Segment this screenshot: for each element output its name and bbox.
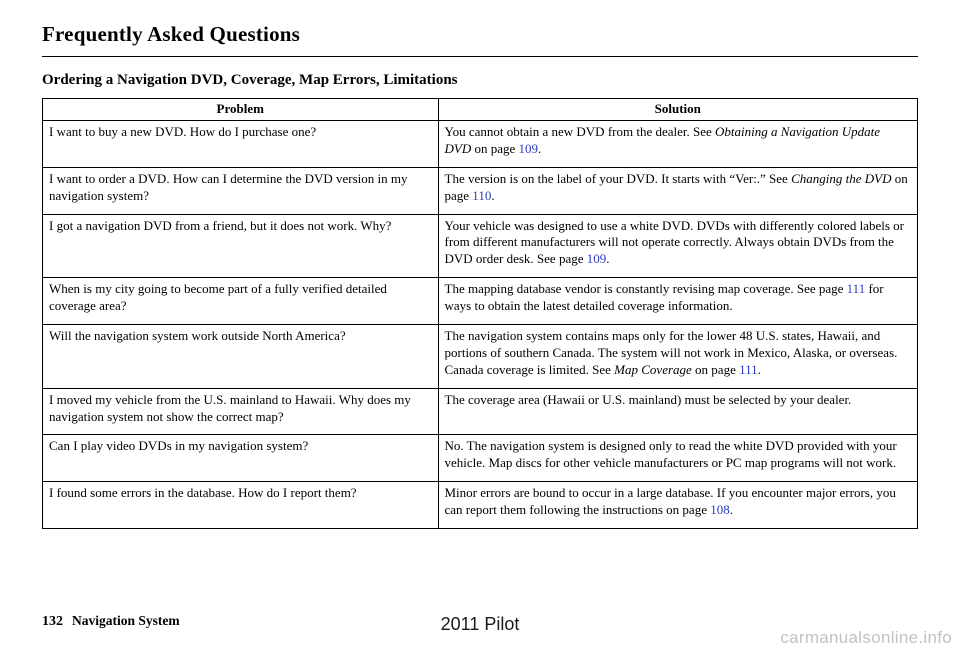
solution-text: on page: [471, 140, 519, 156]
problem-cell: I want to buy a new DVD. How do I purchase one?: [43, 121, 439, 168]
page-number: 132: [42, 614, 63, 629]
solution-cell: [438, 435, 918, 482]
problem-cell: I found some errors in the database. How do I report them?: [43, 482, 439, 529]
solution-text: .: [729, 502, 733, 518]
solution-text: .: [606, 251, 610, 267]
solution-text: The version is on the label of your DVD. It starts with “Ver:.” See: [444, 170, 792, 186]
footer-section-label: Navigation System: [72, 613, 180, 628]
problem-cell: Can I play video DVDs in my navigation system?: [43, 435, 439, 482]
table-row: [43, 214, 918, 278]
problem-cell: I want to order a DVD. How can I determine the DVD version in my navigation system?: [43, 167, 439, 214]
solution-text: .: [491, 187, 495, 203]
table-row: [43, 482, 918, 529]
table-row: [43, 278, 918, 325]
header-row: [43, 99, 918, 121]
table-row: [43, 121, 918, 168]
solution-text: No. The navigation system is designed only to read the white DVD provided with your vehicle. Map discs for other vehicle manufacturers or PC map programs will not work.: [444, 438, 897, 471]
page-reference-link[interactable]: 111: [846, 281, 866, 297]
page-reference-link[interactable]: 108: [710, 502, 730, 518]
section-reference-title: Obtaining a Navigation Update DVD: [444, 124, 881, 156]
model-label: 2011 Pilot: [440, 614, 520, 634]
problem-cell: Will the navigation system work outside North America?: [43, 325, 439, 389]
solution-text: The coverage area (Hawaii or U.S. mainland) must be selected by your dealer.: [444, 391, 852, 407]
solution-cell: [438, 214, 918, 278]
problem-column-header: Problem: [43, 99, 439, 121]
solution-text: on page: [691, 361, 740, 377]
section-reference-title: Map Coverage: [614, 361, 692, 377]
page-reference-link[interactable]: 109: [518, 140, 539, 156]
solution-text: .: [757, 361, 761, 377]
solution-text: You cannot obtain a new DVD from the dealer. See: [444, 124, 716, 139]
solution-cell: [438, 388, 918, 435]
solution-text: Minor errors are bound to occur in a large database. If you encounter major errors, you can report them following the instructions on page: [444, 485, 896, 518]
solution-text: for ways to obtain the latest detailed coverage information.: [444, 281, 884, 314]
table-row: [43, 388, 918, 435]
problem-cell: When is my city going to become part of a fully verified detailed coverage area?: [43, 278, 439, 325]
table-row: [43, 167, 918, 214]
solution-cell: [438, 121, 918, 168]
page-title: Frequently Asked Questions: [42, 22, 918, 57]
problem-cell: I moved my vehicle from the U.S. mainland to Hawaii. Why does my navigation system not show the correct map?: [43, 388, 439, 435]
solution-cell: [438, 482, 918, 529]
section-title: Ordering a Navigation DVD, Coverage, Map Errors, Limitations: [42, 72, 458, 88]
faq-table-body: [43, 121, 918, 529]
solution-cell: [438, 278, 918, 325]
page-reference-link[interactable]: 109: [586, 251, 607, 267]
solution-cell: [438, 167, 918, 214]
faq-table-header: [43, 99, 918, 121]
solution-text: .: [538, 140, 542, 156]
faq-table: [42, 98, 918, 529]
solution-cell: [438, 325, 918, 389]
solution-text: Your vehicle was designed to use a white DVD. DVDs with differently colored labels or from different manufacturers will not operate correctly. Always obtain DVDs from the DVD order desk. See page: [444, 217, 904, 267]
table-row: [43, 325, 918, 389]
solution-text: The navigation system contains maps only for the lower 48 U.S. states, Hawaii, and portions of southern Canada. The system will not work in Mexico, Alaska, or overseas. Canada coverage is limited. See: [444, 328, 898, 377]
solution-column-header: Solution: [438, 99, 918, 121]
page-reference-link[interactable]: 111: [739, 361, 758, 377]
solution-text: The mapping database vendor is constantly revising map coverage. See page: [444, 281, 847, 297]
table-row: [43, 435, 918, 482]
page-reference-link[interactable]: 110: [472, 187, 492, 203]
problem-cell: I got a navigation DVD from a friend, but it does not work. Why?: [43, 214, 439, 278]
watermark: carmanualsonline.info: [780, 628, 952, 647]
solution-text: on page: [444, 170, 908, 203]
section-reference-title: Changing the DVD: [791, 170, 892, 186]
